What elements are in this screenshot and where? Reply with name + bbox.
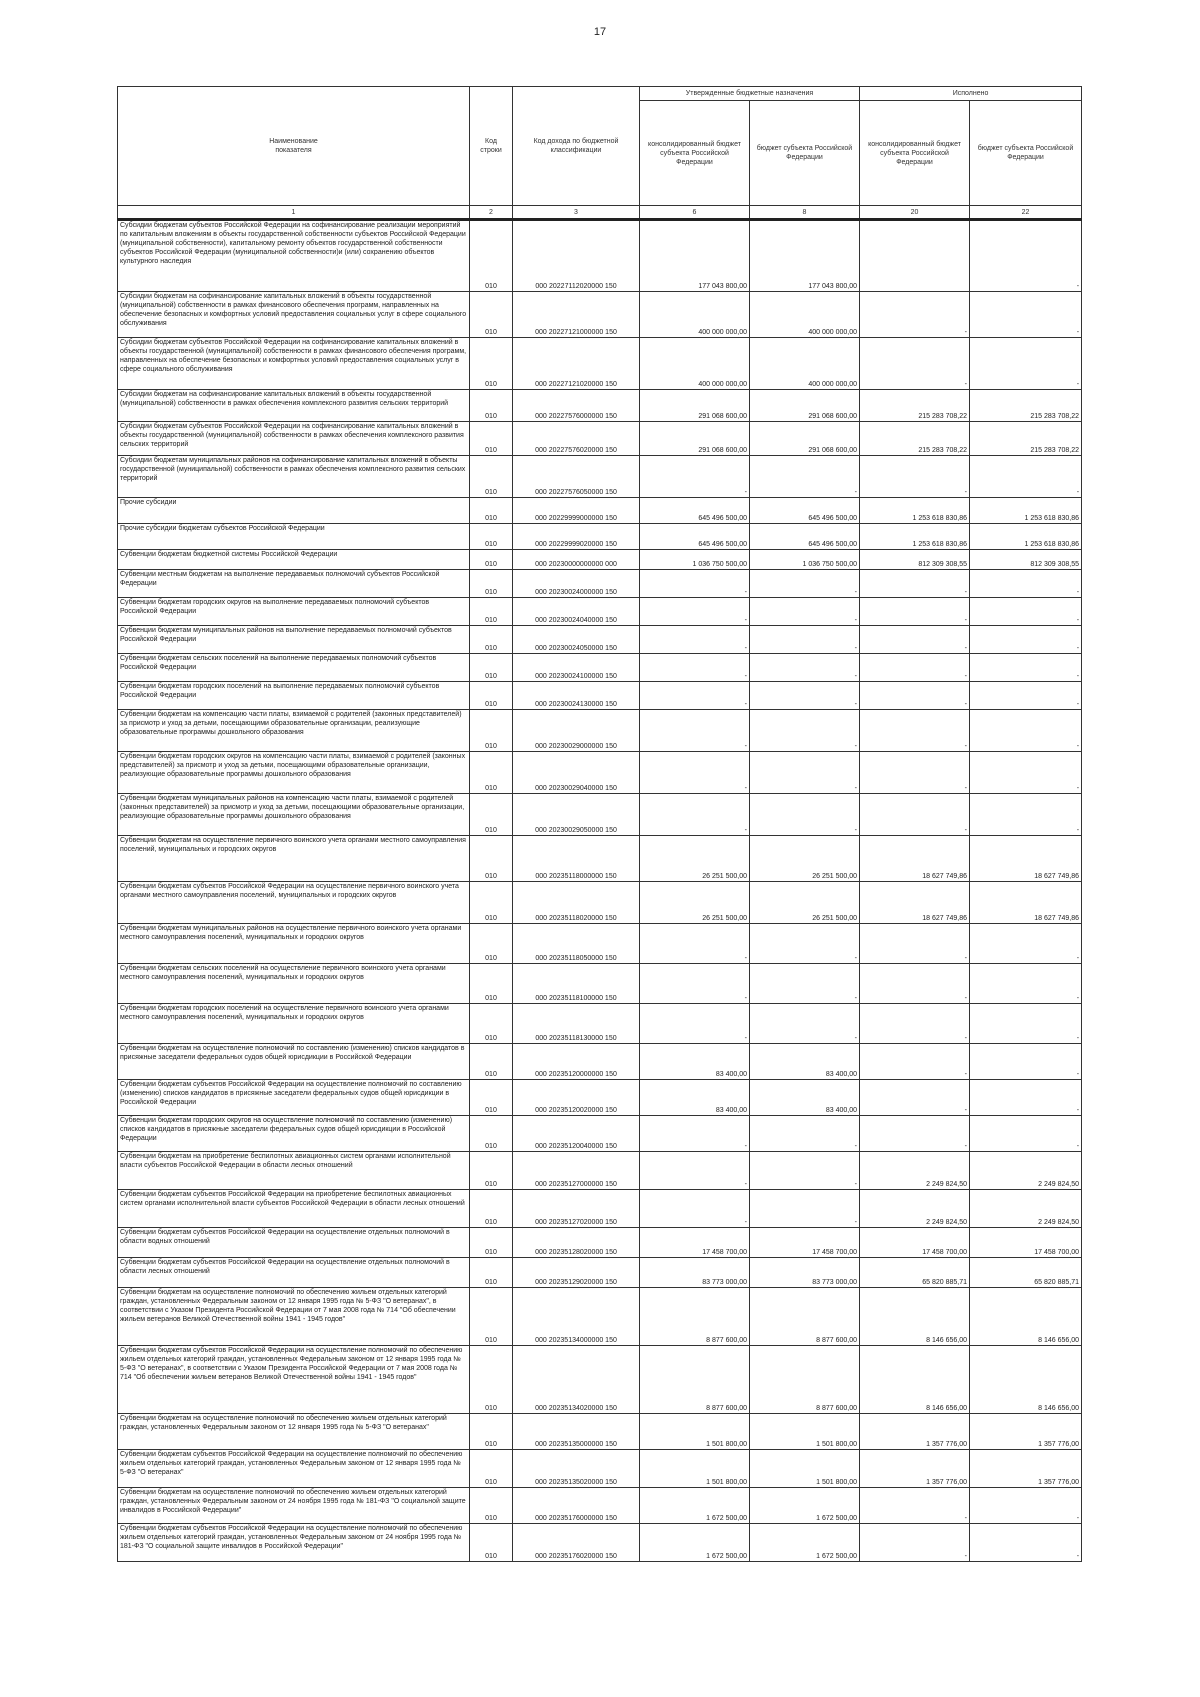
col-num: 6: [640, 206, 750, 220]
row-executed-subject: -: [970, 654, 1082, 682]
row-approved-subject: -: [750, 626, 860, 654]
row-name: Субвенции бюджетам муниципальных районов на компенсацию части платы, взимаемой с родителей (законных представителей) за присмотр и уход за детьми, посещающими образовательные организации, реализующие образовательные программы дошкольного образования: [118, 794, 470, 836]
row-name: Прочие субсидии: [118, 498, 470, 524]
row-code: 010: [470, 1258, 513, 1288]
row-approved-subject: 8 877 600,00: [750, 1346, 860, 1414]
row-executed-subject: -: [970, 1488, 1082, 1524]
row-code: 010: [470, 220, 513, 292]
row-name: Субвенции бюджетам городских округов на компенсацию части платы, взимаемой с родителей (законных представителей) за присмотр и уход за детьми, посещающими образовательные организации, реализующие образовательные программы дошкольного образования: [118, 752, 470, 794]
row-approved-subject: -: [750, 654, 860, 682]
row-name: Субвенции бюджетам муниципальных районов на осуществление первичного воинского учета органами местного самоуправления поселений, муниципальных и городских округов: [118, 924, 470, 964]
table-row: [118, 626, 1082, 654]
row-executed-consolidated: 1 253 618 830,86: [860, 498, 970, 524]
row-name: Субсидии бюджетам субъектов Российской Федерации на софинансирование реализации мероприятий по капитальным вложениям в объекты государственной собственности субъектов Российской Федерации (муниципальной собственности), капитальному ремонту объектов государственной собственности субъектов Российской Федерации (муниципальной собственности)и (или) сохранению объектов культурного наследия: [118, 220, 470, 292]
row-code: 010: [470, 1116, 513, 1152]
row-code: 010: [470, 1414, 513, 1450]
row-kbk: 000 20235120040000 150: [513, 1116, 640, 1152]
row-executed-consolidated: -: [860, 292, 970, 338]
table-row: [118, 524, 1082, 550]
row-executed-consolidated: -: [860, 682, 970, 710]
row-approved-consolidated: -: [640, 570, 750, 598]
row-name: Субвенции бюджетам сельских поселений на выполнение передаваемых полномочий субъектов Российской Федерации: [118, 654, 470, 682]
row-approved-consolidated: 400 000 000,00: [640, 338, 750, 390]
row-code: 010: [470, 422, 513, 456]
row-approved-subject: 400 000 000,00: [750, 338, 860, 390]
col-num: 22: [970, 206, 1082, 220]
row-approved-consolidated: -: [640, 794, 750, 836]
row-approved-consolidated: -: [640, 1116, 750, 1152]
row-name: Субсидии бюджетам субъектов Российской Федерации на софинансирование капитальных вложений в объекты государственной (муниципальной) собственности в рамках обеспечения комплексного развития сельских территорий: [118, 422, 470, 456]
row-code: 010: [470, 550, 513, 570]
row-approved-subject: 1 501 800,00: [750, 1414, 860, 1450]
row-approved-consolidated: 645 496 500,00: [640, 498, 750, 524]
row-approved-consolidated: 1 036 750 500,00: [640, 550, 750, 570]
row-executed-subject: 1 357 776,00: [970, 1450, 1082, 1488]
row-executed-consolidated: 18 627 749,86: [860, 836, 970, 882]
row-approved-subject: -: [750, 710, 860, 752]
row-code: 010: [470, 1044, 513, 1080]
row-executed-subject: -: [970, 1080, 1082, 1116]
row-name: Субвенции бюджетам муниципальных районов на выполнение передаваемых полномочий субъектов Российской Федерации: [118, 626, 470, 654]
row-approved-consolidated: -: [640, 1152, 750, 1190]
table-row: [118, 1190, 1082, 1228]
row-approved-subject: -: [750, 570, 860, 598]
row-approved-subject: -: [750, 1152, 860, 1190]
row-executed-consolidated: 17 458 700,00: [860, 1228, 970, 1258]
row-approved-subject: 17 458 700,00: [750, 1228, 860, 1258]
row-code: 010: [470, 1524, 513, 1562]
table-row: [118, 1080, 1082, 1116]
table-row: [118, 682, 1082, 710]
row-kbk: 000 20230024000000 150: [513, 570, 640, 598]
page-number: 17: [593, 26, 607, 38]
row-executed-consolidated: -: [860, 1080, 970, 1116]
row-name: Субвенции бюджетам на осуществление полномочий по обеспечению жильем отдельных категорий граждан, установленных Федеральным законом от 24 ноября 1995 года № 181-ФЗ "О социальной защите инвалидов в Российской Федерации": [118, 1488, 470, 1524]
row-executed-subject: 18 627 749,86: [970, 882, 1082, 924]
row-approved-subject: -: [750, 924, 860, 964]
row-approved-subject: -: [750, 1116, 860, 1152]
row-executed-consolidated: 65 820 885,71: [860, 1258, 970, 1288]
row-approved-consolidated: -: [640, 682, 750, 710]
row-kbk: 000 20227576050000 150: [513, 456, 640, 498]
row-executed-consolidated: -: [860, 654, 970, 682]
row-name: Субвенции бюджетам субъектов Российской Федерации на осуществление отдельных полномочий в области лесных отношений: [118, 1258, 470, 1288]
table-row: [118, 1004, 1082, 1044]
row-approved-subject: 83 400,00: [750, 1044, 860, 1080]
row-name: Субвенции бюджетам на осуществление полномочий по составлению (изменению) списков кандидатов в присяжные заседатели федеральных судов общей юрисдикции в Российской Федерации: [118, 1044, 470, 1080]
row-approved-consolidated: -: [640, 964, 750, 1004]
row-executed-consolidated: 8 146 656,00: [860, 1346, 970, 1414]
col-num: 8: [750, 206, 860, 220]
row-executed-consolidated: 812 309 308,55: [860, 550, 970, 570]
table-row: [118, 338, 1082, 390]
row-approved-subject: 26 251 500,00: [750, 882, 860, 924]
row-name: Субвенции бюджетам субъектов Российской Федерации на осуществление полномочий по составлению (изменению) списков кандидатов в присяжные заседатели федеральных судов общей юрисдикции в Российской Федерации: [118, 1080, 470, 1116]
row-executed-consolidated: -: [860, 570, 970, 598]
col-num: 3: [513, 206, 640, 220]
row-kbk: 000 20230029050000 150: [513, 794, 640, 836]
row-code: 010: [470, 292, 513, 338]
row-executed-subject: 2 249 824,50: [970, 1152, 1082, 1190]
row-kbk: 000 20230024040000 150: [513, 598, 640, 626]
header-approved-consolidated: консолидированный бюджет субъекта Российской Федерации: [640, 101, 750, 206]
row-approved-subject: 645 496 500,00: [750, 498, 860, 524]
table-row: [118, 390, 1082, 422]
row-kbk: 000 20235135020000 150: [513, 1450, 640, 1488]
row-executed-subject: -: [970, 682, 1082, 710]
table-row: [118, 836, 1082, 882]
row-executed-consolidated: -: [860, 710, 970, 752]
table-row: [118, 1258, 1082, 1288]
row-executed-subject: -: [970, 338, 1082, 390]
row-approved-subject: -: [750, 456, 860, 498]
row-name: Субвенции бюджетам бюджетной системы Российской Федерации: [118, 550, 470, 570]
table-row: [118, 964, 1082, 1004]
row-kbk: 000 20227576000000 150: [513, 390, 640, 422]
row-executed-consolidated: -: [860, 1004, 970, 1044]
row-kbk: 000 20235135000000 150: [513, 1414, 640, 1450]
row-code: 010: [470, 1288, 513, 1346]
row-approved-consolidated: 8 877 600,00: [640, 1346, 750, 1414]
row-executed-consolidated: -: [860, 1116, 970, 1152]
row-executed-consolidated: 215 283 708,22: [860, 422, 970, 456]
row-approved-subject: 26 251 500,00: [750, 836, 860, 882]
row-executed-subject: -: [970, 924, 1082, 964]
row-executed-subject: -: [970, 220, 1082, 292]
row-executed-subject: -: [970, 292, 1082, 338]
row-code: 010: [470, 338, 513, 390]
header-code: Код строки: [470, 87, 513, 206]
row-code: 010: [470, 1450, 513, 1488]
row-executed-subject: 1 253 618 830,86: [970, 524, 1082, 550]
row-kbk: 000 20235176000000 150: [513, 1488, 640, 1524]
table-row: [118, 292, 1082, 338]
row-executed-subject: 1 357 776,00: [970, 1414, 1082, 1450]
table-row: [118, 422, 1082, 456]
row-kbk: 000 20235118020000 150: [513, 882, 640, 924]
row-approved-subject: 291 068 600,00: [750, 390, 860, 422]
row-kbk: 000 20227121020000 150: [513, 338, 640, 390]
row-kbk: 000 20235127000000 150: [513, 1152, 640, 1190]
row-approved-consolidated: -: [640, 924, 750, 964]
row-executed-subject: -: [970, 456, 1082, 498]
row-code: 010: [470, 1004, 513, 1044]
report-body: [118, 220, 1082, 1562]
row-approved-consolidated: 8 877 600,00: [640, 1288, 750, 1346]
row-code: 010: [470, 456, 513, 498]
row-code: 010: [470, 1080, 513, 1116]
row-executed-subject: -: [970, 626, 1082, 654]
row-code: 010: [470, 524, 513, 550]
row-code: 010: [470, 654, 513, 682]
row-approved-consolidated: -: [640, 626, 750, 654]
table-row: [118, 550, 1082, 570]
row-code: 010: [470, 1228, 513, 1258]
row-code: 010: [470, 752, 513, 794]
row-kbk: 000 20235129020000 150: [513, 1258, 640, 1288]
row-approved-subject: 1 036 750 500,00: [750, 550, 860, 570]
row-executed-consolidated: 1 357 776,00: [860, 1450, 970, 1488]
row-kbk: 000 20227576020000 150: [513, 422, 640, 456]
row-executed-subject: -: [970, 1116, 1082, 1152]
row-name: Субсидии бюджетам муниципальных районов на софинансирование капитальных вложений в объекты государственной (муниципальной) собственности в рамках обеспечения комплексного развития сельских территорий: [118, 456, 470, 498]
row-kbk: 000 20230029000000 150: [513, 710, 640, 752]
row-approved-consolidated: 26 251 500,00: [640, 882, 750, 924]
row-name: Субвенции бюджетам городских округов на выполнение передаваемых полномочий субъектов Российской Федерации: [118, 598, 470, 626]
table-row: [118, 794, 1082, 836]
col-num: 1: [118, 206, 470, 220]
row-code: 010: [470, 626, 513, 654]
row-name: Субвенции бюджетам на компенсацию части платы, взимаемой с родителей (законных представителей) за присмотр и уход за детьми, посещающими образовательные организации, реализующие образовательные программы дошкольного образования: [118, 710, 470, 752]
row-executed-subject: -: [970, 710, 1082, 752]
row-name: Прочие субсидии бюджетам субъектов Российской Федерации: [118, 524, 470, 550]
table-row: [118, 882, 1082, 924]
table-row: [118, 1228, 1082, 1258]
row-kbk: 000 20230024050000 150: [513, 626, 640, 654]
row-approved-subject: 1 672 500,00: [750, 1488, 860, 1524]
row-name: Субвенции бюджетам на осуществление полномочий по обеспечению жильем отдельных категорий граждан, установленных Федеральным законом от 12 января 1995 года № 5-ФЗ "О ветеранах", в соответствии с Указом Президента Российской Федерации от 7 мая 2008 года № 714 "Об обеспечении жильем ветеранов Великой Отечественной войны 1941 - 1945 годов": [118, 1288, 470, 1346]
row-approved-consolidated: -: [640, 456, 750, 498]
row-code: 010: [470, 924, 513, 964]
table-row: [118, 1044, 1082, 1080]
row-name: Субвенции бюджетам субъектов Российской Федерации на осуществление отдельных полномочий в области водных отношений: [118, 1228, 470, 1258]
row-code: 010: [470, 570, 513, 598]
row-kbk: 000 20235118000000 150: [513, 836, 640, 882]
row-executed-consolidated: 215 283 708,22: [860, 390, 970, 422]
row-executed-consolidated: -: [860, 1488, 970, 1524]
table-row: [118, 1414, 1082, 1450]
row-executed-subject: -: [970, 794, 1082, 836]
row-code: 010: [470, 964, 513, 1004]
row-executed-subject: 65 820 885,71: [970, 1258, 1082, 1288]
row-approved-consolidated: -: [640, 1190, 750, 1228]
row-executed-subject: -: [970, 1524, 1082, 1562]
row-approved-consolidated: -: [640, 710, 750, 752]
table-row: [118, 1450, 1082, 1488]
row-approved-subject: 83 400,00: [750, 1080, 860, 1116]
row-name: Субвенции бюджетам субъектов Российской Федерации на приобретение беспилотных авиационных систем органами исполнительной власти субъектов Российской Федерации в области лесных отношений: [118, 1190, 470, 1228]
row-approved-consolidated: 177 043 800,00: [640, 220, 750, 292]
row-executed-subject: -: [970, 1044, 1082, 1080]
table-row: [118, 752, 1082, 794]
row-code: 010: [470, 710, 513, 752]
row-kbk: 000 20235118130000 150: [513, 1004, 640, 1044]
row-kbk: 000 20230024130000 150: [513, 682, 640, 710]
row-code: 010: [470, 498, 513, 524]
header-approved-group: Утвержденные бюджетные назначения: [640, 87, 860, 101]
row-name: Субсидии бюджетам на софинансирование капитальных вложений в объекты государственной (муниципальной) собственности в рамках обеспечения комплексного развития сельских территорий: [118, 390, 470, 422]
row-kbk: 000 20227112020000 150: [513, 220, 640, 292]
row-executed-consolidated: 18 627 749,86: [860, 882, 970, 924]
table-row: [118, 456, 1082, 498]
row-executed-subject: 2 249 824,50: [970, 1190, 1082, 1228]
row-kbk: 000 20230000000000 000: [513, 550, 640, 570]
row-approved-subject: -: [750, 794, 860, 836]
row-name: Субвенции бюджетам субъектов Российской Федерации на осуществление первичного воинского учета органами местного самоуправления поселений, муниципальных и городских округов: [118, 882, 470, 924]
table-row: [118, 924, 1082, 964]
row-executed-subject: -: [970, 570, 1082, 598]
table-row: [118, 1116, 1082, 1152]
row-approved-consolidated: 400 000 000,00: [640, 292, 750, 338]
row-executed-consolidated: -: [860, 1044, 970, 1080]
row-kbk: 000 20235128020000 150: [513, 1228, 640, 1258]
row-executed-subject: 8 146 656,00: [970, 1346, 1082, 1414]
row-approved-consolidated: 83 400,00: [640, 1080, 750, 1116]
row-approved-consolidated: 1 501 800,00: [640, 1414, 750, 1450]
row-approved-consolidated: -: [640, 598, 750, 626]
row-approved-subject: 1 672 500,00: [750, 1524, 860, 1562]
row-approved-subject: 291 068 600,00: [750, 422, 860, 456]
budget-report-table: [117, 86, 1082, 1562]
table-row: [118, 1524, 1082, 1562]
row-kbk: 000 20230029040000 150: [513, 752, 640, 794]
row-executed-subject: 1 253 618 830,86: [970, 498, 1082, 524]
table-row: [118, 654, 1082, 682]
table-row: [118, 570, 1082, 598]
header-executed-subject: бюджет субъекта Российской Федерации: [970, 101, 1082, 206]
row-executed-consolidated: -: [860, 964, 970, 1004]
row-executed-consolidated: -: [860, 338, 970, 390]
row-name: Субвенции бюджетам субъектов Российской Федерации на осуществление полномочий по обеспечению жильем отдельных категорий граждан, установленных Федеральным законом от 12 января 1995 года № 5-ФЗ "О ветеранах": [118, 1450, 470, 1488]
row-executed-consolidated: -: [860, 752, 970, 794]
row-approved-subject: -: [750, 1004, 860, 1044]
row-approved-subject: 177 043 800,00: [750, 220, 860, 292]
row-approved-consolidated: 26 251 500,00: [640, 836, 750, 882]
row-code: 010: [470, 794, 513, 836]
row-kbk: 000 20235120020000 150: [513, 1080, 640, 1116]
row-kbk: 000 20229999020000 150: [513, 524, 640, 550]
table-row: [118, 598, 1082, 626]
col-num: 2: [470, 206, 513, 220]
row-executed-consolidated: -: [860, 626, 970, 654]
row-name: Субвенции бюджетам на осуществление первичного воинского учета органами местного самоуправления поселений, муниципальных и городских округов: [118, 836, 470, 882]
row-code: 010: [470, 598, 513, 626]
row-executed-consolidated: 8 146 656,00: [860, 1288, 970, 1346]
row-approved-consolidated: 645 496 500,00: [640, 524, 750, 550]
row-approved-consolidated: -: [640, 654, 750, 682]
row-kbk: 000 20235118050000 150: [513, 924, 640, 964]
row-kbk: 000 20235118100000 150: [513, 964, 640, 1004]
row-name: Субвенции бюджетам городских поселений на осуществление первичного воинского учета органами местного самоуправления поселений, муниципальных и городских округов: [118, 1004, 470, 1044]
row-name: Субвенции бюджетам на осуществление полномочий по обеспечению жильем отдельных категорий граждан, установленных Федеральным законом от 12 января 1995 года № 5-ФЗ "О ветеранах": [118, 1414, 470, 1450]
row-executed-subject: 215 283 708,22: [970, 422, 1082, 456]
row-executed-subject: 8 146 656,00: [970, 1288, 1082, 1346]
row-approved-subject: 83 773 000,00: [750, 1258, 860, 1288]
row-kbk: 000 20230024100000 150: [513, 654, 640, 682]
row-approved-subject: -: [750, 752, 860, 794]
row-executed-consolidated: -: [860, 598, 970, 626]
row-approved-subject: 400 000 000,00: [750, 292, 860, 338]
row-executed-consolidated: -: [860, 1524, 970, 1562]
row-approved-subject: -: [750, 598, 860, 626]
row-code: 010: [470, 1346, 513, 1414]
header-executed-group: Исполнено: [860, 87, 1082, 101]
row-name: Субвенции бюджетам субъектов Российской Федерации на осуществление полномочий по обеспечению жильем отдельных категорий граждан, установленных Федеральным законом от 12 января 1995 года № 5-ФЗ "О ветеранах", в соответствии с Указом Президента Российской Федерации от 7 мая 2008 года № 714 "Об обеспечении жильем ветеранов Великой Отечественной войны 1941 - 1945 годов": [118, 1346, 470, 1414]
row-approved-consolidated: 1 672 500,00: [640, 1524, 750, 1562]
row-code: 010: [470, 682, 513, 710]
row-approved-consolidated: 83 400,00: [640, 1044, 750, 1080]
row-name: Субвенции местным бюджетам на выполнение передаваемых полномочий субъектов Российской Федерации: [118, 570, 470, 598]
row-executed-consolidated: 1 253 618 830,86: [860, 524, 970, 550]
row-approved-consolidated: 83 773 000,00: [640, 1258, 750, 1288]
row-executed-subject: 215 283 708,22: [970, 390, 1082, 422]
row-executed-subject: -: [970, 752, 1082, 794]
row-name: Субвенции бюджетам субъектов Российской Федерации на осуществление полномочий по обеспечению жильем отдельных категорий граждан, установленных Федеральным законом от 24 ноября 1995 года № 181-ФЗ "О социальной защите инвалидов в Российской Федерации": [118, 1524, 470, 1562]
row-name: Субвенции бюджетам городских округов на осуществление полномочий по составлению (изменению) списков кандидатов в присяжные заседатели федеральных судов общей юрисдикции в Российской Федерации: [118, 1116, 470, 1152]
row-executed-subject: 18 627 749,86: [970, 836, 1082, 882]
table-row: [118, 1288, 1082, 1346]
row-kbk: 000 20229999000000 150: [513, 498, 640, 524]
row-code: 010: [470, 1152, 513, 1190]
header-name: Наименование показателя: [118, 87, 470, 206]
table-row: [118, 220, 1082, 292]
row-kbk: 000 20227121000000 150: [513, 292, 640, 338]
row-approved-subject: -: [750, 1190, 860, 1228]
row-name: Субвенции бюджетам городских поселений на выполнение передаваемых полномочий субъектов Российской Федерации: [118, 682, 470, 710]
table-row: [118, 1346, 1082, 1414]
row-approved-consolidated: 1 672 500,00: [640, 1488, 750, 1524]
row-code: 010: [470, 390, 513, 422]
row-kbk: 000 20235134000000 150: [513, 1288, 640, 1346]
row-executed-subject: -: [970, 964, 1082, 1004]
row-approved-consolidated: -: [640, 1004, 750, 1044]
row-code: 010: [470, 882, 513, 924]
row-executed-subject: 17 458 700,00: [970, 1228, 1082, 1258]
row-name: Субвенции бюджетам на приобретение беспилотных авиационных систем органами исполнительной власти субъектов Российской Федерации в области лесных отношений: [118, 1152, 470, 1190]
header-approved-subject: бюджет субъекта Российской Федерации: [750, 101, 860, 206]
row-executed-subject: -: [970, 598, 1082, 626]
row-executed-subject: 812 309 308,55: [970, 550, 1082, 570]
row-approved-consolidated: -: [640, 752, 750, 794]
row-executed-consolidated: 2 249 824,50: [860, 1190, 970, 1228]
row-approved-consolidated: 17 458 700,00: [640, 1228, 750, 1258]
row-kbk: 000 20235120000000 150: [513, 1044, 640, 1080]
row-executed-consolidated: -: [860, 794, 970, 836]
row-approved-consolidated: 291 068 600,00: [640, 422, 750, 456]
row-name: Субвенции бюджетам сельских поселений на осуществление первичного воинского учета органами местного самоуправления поселений, муниципальных и городских округов: [118, 964, 470, 1004]
row-executed-consolidated: [860, 220, 970, 292]
row-code: 010: [470, 836, 513, 882]
row-executed-consolidated: 1 357 776,00: [860, 1414, 970, 1450]
row-kbk: 000 20235176020000 150: [513, 1524, 640, 1562]
table-row: [118, 498, 1082, 524]
row-executed-subject: -: [970, 1004, 1082, 1044]
row-kbk: 000 20235127020000 150: [513, 1190, 640, 1228]
row-name: Субсидии бюджетам субъектов Российской Федерации на софинансирование капитальных вложений в объекты государственной (муниципальной) собственности в рамках финансового обеспечения программ, направленных на обеспечение безопасных и комфортных условий предоставления социальных услуг в сфере социального обслуживания: [118, 338, 470, 390]
row-approved-subject: -: [750, 682, 860, 710]
row-kbk: 000 20235134020000 150: [513, 1346, 640, 1414]
row-executed-consolidated: 2 249 824,50: [860, 1152, 970, 1190]
row-approved-subject: 8 877 600,00: [750, 1288, 860, 1346]
row-executed-consolidated: -: [860, 456, 970, 498]
table-row: [118, 1152, 1082, 1190]
col-num: 20: [860, 206, 970, 220]
row-approved-subject: 645 496 500,00: [750, 524, 860, 550]
row-code: 010: [470, 1488, 513, 1524]
row-approved-subject: -: [750, 964, 860, 1004]
header-kbk: Код дохода по бюджетной классификации: [513, 87, 640, 206]
row-code: 010: [470, 1190, 513, 1228]
row-approved-consolidated: 1 501 800,00: [640, 1450, 750, 1488]
header-executed-consolidated: консолидированный бюджет субъекта Российской Федерации: [860, 101, 970, 206]
row-executed-consolidated: -: [860, 924, 970, 964]
table-row: [118, 710, 1082, 752]
table-row: [118, 1488, 1082, 1524]
row-name: Субсидии бюджетам на софинансирование капитальных вложений в объекты государственной (муниципальной) собственности в рамках финансового обеспечения программ, направленных на обеспечение безопасных и комфортных условий предоставления социальных услуг в сфере социального обслуживания: [118, 292, 470, 338]
row-approved-consolidated: 291 068 600,00: [640, 390, 750, 422]
row-approved-subject: 1 501 800,00: [750, 1450, 860, 1488]
